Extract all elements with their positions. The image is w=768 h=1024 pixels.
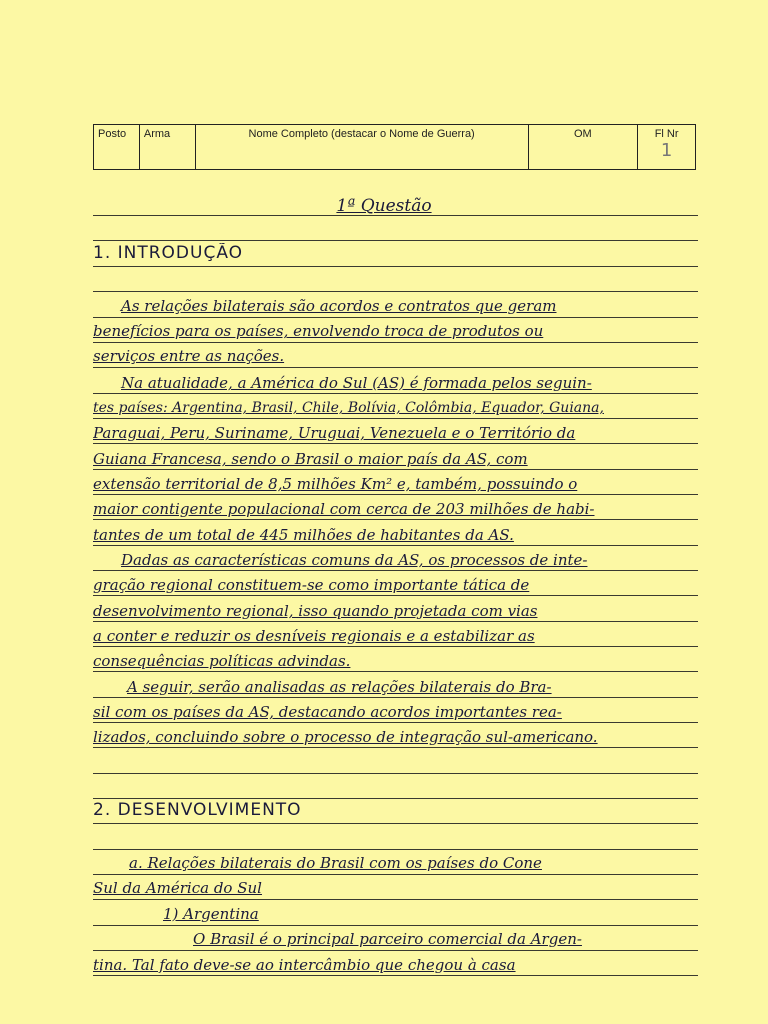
- ruled-line: [93, 367, 698, 368]
- header-posto: Posto: [94, 125, 140, 169]
- ruled-line: [93, 925, 698, 926]
- ruled-line: [93, 773, 698, 774]
- ruled-line: [93, 747, 698, 748]
- text-line: As relações bilaterais são acordos e contratos que geram: [121, 297, 557, 315]
- ruled-line: [93, 950, 698, 951]
- ruled-line: [93, 240, 698, 241]
- text-line: tantes de um total de 445 milhões de habitantes da AS.: [93, 526, 514, 544]
- text-line: tes países: Argentina, Brasil, Chile, Bolívia, Colômbia, Equador, Guiana,: [93, 400, 604, 416]
- ruled-line: [93, 469, 698, 470]
- ruled-line: [93, 621, 698, 622]
- section-heading-desenvolvimento: 2. DESENVOLVIMENTO: [93, 800, 302, 820]
- question-title: 1ª Questão: [336, 196, 432, 216]
- ruled-line: [93, 393, 698, 394]
- header-om: OM: [529, 125, 639, 169]
- ruled-line: [93, 671, 698, 672]
- text-line: Guiana Francesa, sendo o Brasil o maior país da AS, com: [93, 450, 528, 468]
- ruled-line: [93, 570, 698, 571]
- ruled-line: [93, 874, 698, 875]
- text-line: tina. Tal fato deve-se ao intercâmbio que chegou à casa: [93, 956, 516, 974]
- header-nome: Nome Completo (destacar o Nome de Guerra): [196, 125, 529, 169]
- ruled-line: [93, 595, 698, 596]
- text-line: lizados, concluindo sobre o processo de integração sul-americano.: [93, 728, 598, 746]
- text-line: desenvolvimento regional, isso quando projetada com vias: [93, 602, 538, 620]
- ruled-line: [93, 519, 698, 520]
- header-arma: Arma: [140, 125, 196, 169]
- ruled-line: [93, 342, 698, 343]
- text-line: consequências políticas advindas.: [93, 652, 351, 670]
- ruled-line: [93, 545, 698, 546]
- ruled-line: [93, 722, 698, 723]
- text-line: O Brasil é o principal parceiro comercial da Argen-: [193, 930, 582, 948]
- text-line: gração regional constituem-se como importante tática de: [93, 576, 530, 594]
- subsection-heading: Sul da América do Sul: [93, 879, 262, 897]
- ruled-line: [93, 266, 698, 267]
- sheet-number: 1: [660, 140, 673, 161]
- text-line: Dadas as características comuns da AS, os processos de inte-: [121, 551, 588, 569]
- ruled-line: [93, 697, 698, 698]
- text-line: a conter e reduzir os desníveis regionais e a estabilizar as: [93, 627, 535, 645]
- ruled-line: [93, 899, 698, 900]
- header-table: [93, 124, 696, 170]
- ruled-line: [93, 975, 698, 976]
- subsection-heading: a. Relações bilaterais do Brasil com os países do Cone: [129, 854, 542, 872]
- text-line: A seguir, serão analisadas as relações bilaterais do Bra-: [127, 678, 552, 696]
- ruled-line: [93, 849, 698, 850]
- header-flnr: [638, 125, 695, 169]
- ruled-line: [93, 646, 698, 647]
- subsection-item: 1) Argentina: [163, 905, 259, 923]
- ruled-line: [93, 317, 698, 318]
- text-line: sil com os países da AS, destacando acordos importantes rea-: [93, 703, 562, 721]
- section-heading-introducao: 1. INTRODUÇÃO: [93, 243, 244, 263]
- ruled-line: [93, 443, 698, 444]
- ruled-line: [93, 494, 698, 495]
- ruled-line: [93, 823, 698, 824]
- text-line: benefícios para os países, envolvendo troca de produtos ou: [93, 322, 544, 340]
- text-line: extensão territorial de 8,5 milhões Km² e, também, possuindo o: [93, 475, 578, 493]
- text-line: serviços entre as nações.: [93, 347, 285, 365]
- ruled-line: [93, 798, 698, 799]
- header-flnr-label: Fl Nr: [654, 128, 679, 140]
- ruled-line: [93, 418, 698, 419]
- text-line: maior contigente populacional com cerca de 203 milhões de habi-: [93, 500, 595, 518]
- text-line: Na atualidade, a América do Sul (AS) é formada pelos seguin-: [121, 374, 592, 392]
- text-line: Paraguai, Peru, Suriname, Uruguai, Venezuela e o Território da: [93, 424, 576, 442]
- ruled-line: [93, 291, 698, 292]
